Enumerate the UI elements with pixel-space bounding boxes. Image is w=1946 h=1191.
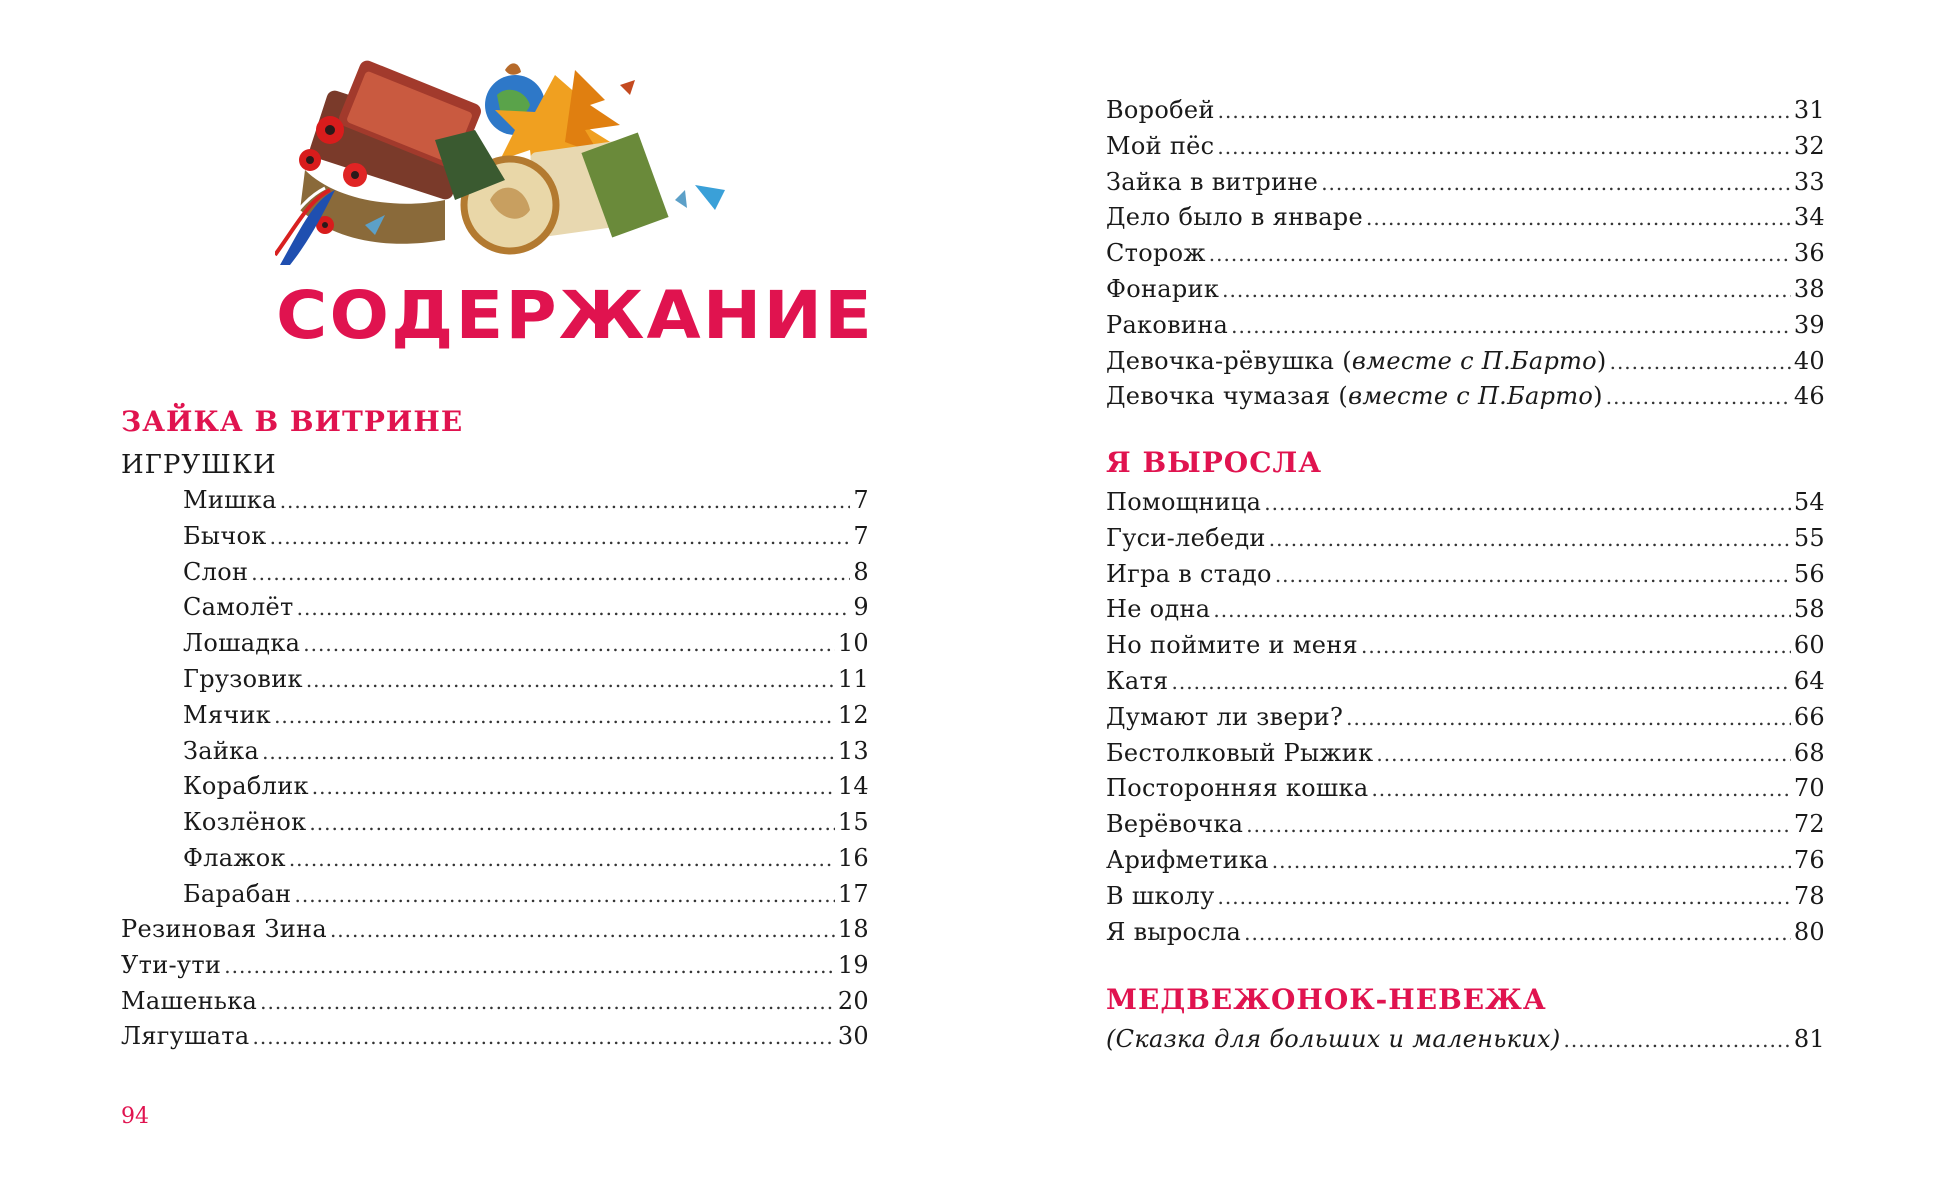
section-title-3: МЕДВЕЖОНОК-НЕВЕЖА xyxy=(1106,983,1547,1016)
toc-entry[interactable]: Лошадка ..... 10 xyxy=(183,629,869,665)
toc-list-section1-continued xyxy=(1106,96,1825,418)
toc-entry[interactable]: Раковина ..... 39 xyxy=(1106,311,1825,347)
toc-list-toys xyxy=(183,486,869,916)
toc-list-section1 xyxy=(121,915,869,1058)
toc-entry[interactable]: Самолёт ..... 9 xyxy=(183,593,869,629)
section-title-1: ЗАЙКА В ВИТРИНЕ xyxy=(121,405,464,438)
toc-entry[interactable]: Зайка ..... 13 xyxy=(183,737,869,773)
toc-list-section2 xyxy=(1106,488,1825,953)
toc-list-section3 xyxy=(1106,1025,1825,1061)
toc-entry[interactable]: Ути-ути ..... 19 xyxy=(121,951,869,987)
toc-entry[interactable]: Мячик ..... 12 xyxy=(183,701,869,737)
toc-entry[interactable]: Верёвочка ..... 72 xyxy=(1106,810,1825,846)
toc-entry[interactable]: Сторож ..... 36 xyxy=(1106,239,1825,275)
toc-entry[interactable]: Но поймите и меня ..... 60 xyxy=(1106,631,1825,667)
toc-entry[interactable]: Флажок ..... 16 xyxy=(183,844,869,880)
toc-entry[interactable]: Лягушата ..... 30 xyxy=(121,1022,869,1058)
toc-entry[interactable]: Мой пёс ..... 32 xyxy=(1106,132,1825,168)
toc-entry[interactable]: Я выросла ..... 80 xyxy=(1106,918,1825,954)
toc-entry[interactable]: Арифметика ..... 76 xyxy=(1106,846,1825,882)
toc-entry[interactable]: Козлёнок ..... 15 xyxy=(183,808,869,844)
subsection-title: ИГРУШКИ xyxy=(121,450,277,480)
toc-entry[interactable]: Девочка чумазая (вместе с П.Барто) ..... 46 xyxy=(1106,382,1825,418)
toc-entry[interactable]: Не одна ..... 58 xyxy=(1106,595,1825,631)
toc-entry[interactable]: Игра в стадо ..... 56 xyxy=(1106,560,1825,596)
toc-entry[interactable]: Грузовик ..... 11 xyxy=(183,665,869,701)
entry-note: вместе с П.Барто xyxy=(1351,346,1597,375)
toc-entry[interactable]: (Сказка для больших и маленьких) ..... 81 xyxy=(1106,1025,1825,1061)
books-autumn-illustration xyxy=(275,50,745,280)
toc-entry[interactable]: Катя ..... 64 xyxy=(1106,667,1825,703)
toc-entry[interactable]: Резиновая Зина ..... 18 xyxy=(121,915,869,951)
section-title-2: Я ВЫРОСЛА xyxy=(1106,446,1323,479)
toc-entry[interactable]: Посторонняя кошка ..... 70 xyxy=(1106,774,1825,810)
toc-entry[interactable]: Кораблик ..... 14 xyxy=(183,772,869,808)
page-number: 94 xyxy=(121,1104,149,1129)
toc-entry[interactable]: Бычок ..... 7 xyxy=(183,522,869,558)
toc-entry[interactable]: Помощница ..... 54 xyxy=(1106,488,1825,524)
toc-entry[interactable]: Барабан ..... 17 xyxy=(183,880,869,916)
toc-entry[interactable]: Мишка ..... 7 xyxy=(183,486,869,522)
toc-entry[interactable]: Гуси-лебеди ..... 55 xyxy=(1106,524,1825,560)
toc-entry[interactable]: В школу ..... 78 xyxy=(1106,882,1825,918)
toc-entry[interactable]: Девочка-рёвушка (вместе с П.Барто) ..... 40 xyxy=(1106,347,1825,383)
toc-entry[interactable]: Думают ли звери? ..... 66 xyxy=(1106,703,1825,739)
toc-entry[interactable]: Фонарик ..... 38 xyxy=(1106,275,1825,311)
entry-note: вместе с П.Барто xyxy=(1348,382,1594,411)
toc-entry[interactable]: Машенька ..... 20 xyxy=(121,987,869,1023)
toc-entry[interactable]: Дело было в январе ..... 34 xyxy=(1106,203,1825,239)
right-page xyxy=(973,0,1946,1191)
toc-entry[interactable]: Бестолковый Рыжик ..... 68 xyxy=(1106,739,1825,775)
toc-entry[interactable]: Воробей ..... 31 xyxy=(1106,96,1825,132)
toc-entry[interactable]: Слон ..... 8 xyxy=(183,558,869,594)
page-heading: СОДЕРЖАНИЕ xyxy=(276,277,875,354)
toc-entry[interactable]: Зайка в витрине ..... 33 xyxy=(1106,168,1825,204)
